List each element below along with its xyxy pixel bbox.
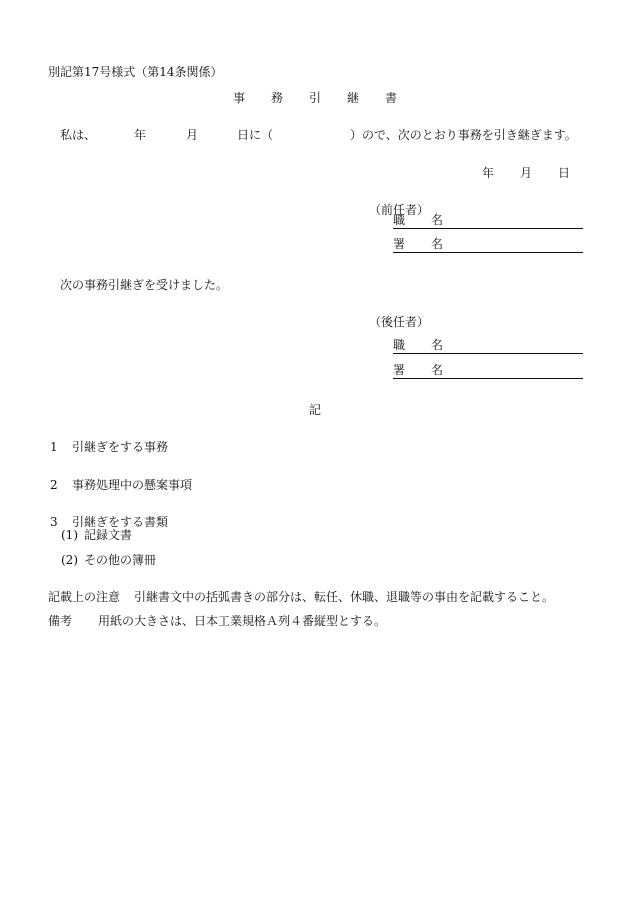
successor-job-field[interactable] [393, 339, 583, 354]
field-label-char: 名 [431, 363, 444, 377]
title-char: 継 [347, 91, 360, 105]
predecessor-heading: （前任者） [369, 203, 430, 217]
date-month: 月 [520, 166, 533, 180]
successor-heading: （後任者） [369, 315, 430, 329]
title-char: 引 [309, 91, 322, 105]
item-text: 引継ぎをする書類 [72, 515, 169, 529]
field-label-char: 名 [431, 213, 444, 227]
ki-heading: 記 [309, 403, 322, 417]
title-char: 務 [271, 91, 284, 105]
successor-signature-field[interactable] [393, 364, 583, 379]
date-day: 日 [558, 166, 571, 180]
item-text: 事務処理中の懸案事項 [72, 478, 193, 492]
item-number: 2 [50, 478, 58, 492]
subitem-number: (1) [61, 528, 78, 542]
title-char: 事 [233, 91, 246, 105]
field-label-char: 名 [431, 237, 444, 251]
subitem-text: その他の簿冊 [84, 553, 157, 567]
note-label: 備考 [48, 614, 73, 628]
field-label-char: 署 [393, 363, 406, 377]
field-label-char: 名 [431, 338, 444, 352]
statement-day: 日に（ [237, 128, 274, 142]
subitem-number: (2) [61, 553, 78, 567]
predecessor-signature-field[interactable] [393, 238, 583, 253]
date-year: 年 [482, 166, 495, 180]
subitem-text: 記録文書 [84, 528, 133, 542]
received-statement: 次の事務引継ぎを受けました。 [60, 278, 229, 292]
statement-prefix: 私は、 [60, 128, 97, 142]
field-label-char: 職 [393, 213, 406, 227]
statement-suffix: ）ので、次のとおり事務を引き継ぎます。 [350, 128, 577, 142]
note-text: 用紙の大きさは、日本工業規格Ａ列４番縦型とする。 [98, 614, 387, 628]
predecessor-job-field[interactable] [393, 214, 583, 229]
note-text: 引継書文中の括弧書きの部分は、転任、休職、退職等の事由を記載すること。 [134, 590, 555, 604]
statement-year: 年 [134, 128, 147, 142]
item-number: 1 [50, 440, 58, 454]
item-number: 3 [50, 515, 58, 529]
note-label: 記載上の注意 [48, 590, 121, 604]
field-label-char: 職 [393, 338, 406, 352]
title-char: 書 [385, 91, 398, 105]
statement-month: 月 [186, 128, 199, 142]
item-text: 引継ぎをする事務 [72, 440, 169, 454]
form-label: 別記第17号様式（第14条関係） [48, 65, 223, 79]
field-label-char: 署 [393, 237, 406, 251]
